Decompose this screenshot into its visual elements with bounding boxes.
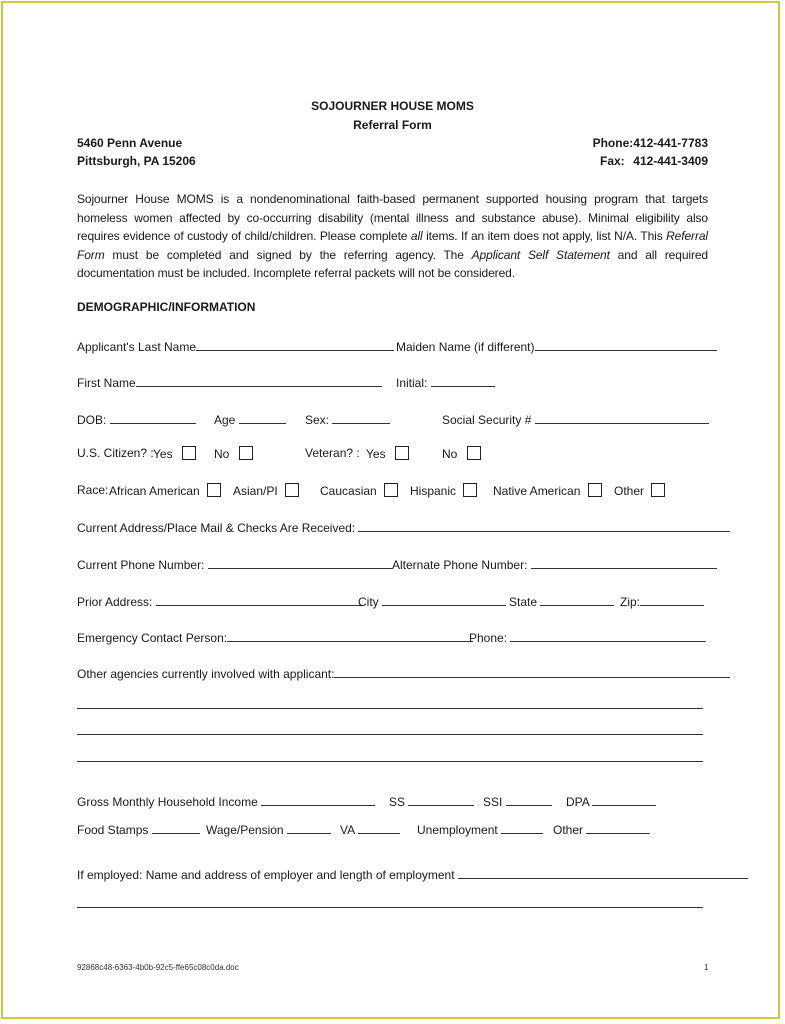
document-id: 92868c48-6363-4b0b-92c5-ffe65c08c0da.doc bbox=[77, 963, 239, 972]
fax-number: 412-441-3409 bbox=[633, 154, 708, 168]
food-stamps-label: Food Stamps bbox=[77, 823, 149, 837]
ssn-field[interactable] bbox=[442, 411, 709, 427]
ss-field[interactable] bbox=[389, 793, 474, 809]
gross-income-line[interactable] bbox=[261, 793, 375, 806]
intro-text-2: items. If an item does not apply, list N/A. This bbox=[422, 229, 667, 244]
employer-line[interactable] bbox=[458, 866, 748, 879]
ssi-field[interactable] bbox=[483, 793, 552, 809]
city-label: City bbox=[358, 595, 379, 609]
veteran-no[interactable] bbox=[442, 446, 481, 461]
last-name-line[interactable] bbox=[196, 338, 394, 351]
city-line[interactable] bbox=[382, 593, 506, 606]
food-stamps-field[interactable] bbox=[77, 821, 200, 837]
alternate-phone-label: Alternate Phone Number: bbox=[392, 558, 528, 572]
phone-number: Phone:412-441-7783 bbox=[592, 136, 708, 150]
ssn-line[interactable] bbox=[535, 411, 709, 424]
dpa-label: DPA bbox=[566, 795, 590, 809]
page-number: 1 bbox=[704, 963, 709, 972]
race-option-asian-pi[interactable] bbox=[233, 483, 299, 498]
race-option-other[interactable] bbox=[614, 483, 665, 498]
address-line2: Pittsburgh, PA 15206 bbox=[77, 154, 196, 168]
race-african-american-label: African American bbox=[109, 484, 200, 498]
veteran-yes-label: Yes bbox=[366, 447, 386, 461]
zip-field[interactable] bbox=[620, 593, 704, 609]
citizen-yes-checkbox[interactable] bbox=[182, 446, 196, 460]
citizen-no[interactable] bbox=[214, 446, 253, 461]
state-line[interactable] bbox=[540, 593, 614, 606]
state-label: State bbox=[509, 595, 538, 609]
race-native-american-label: Native American bbox=[493, 484, 581, 498]
other-agencies-blank-line-1[interactable] bbox=[77, 708, 703, 709]
other-agencies-label: Other agencies currently involved with applicant: bbox=[77, 667, 335, 681]
va-field[interactable] bbox=[340, 821, 400, 837]
zip-label: Zip: bbox=[620, 595, 641, 609]
race-label: Race: bbox=[77, 483, 109, 497]
race-asian-pi-checkbox[interactable] bbox=[285, 483, 299, 497]
race-option-caucasian[interactable] bbox=[320, 483, 398, 498]
emergency-contact-field[interactable] bbox=[77, 629, 473, 645]
last-name-label: Applicant's Last Name bbox=[77, 340, 197, 354]
sex-field[interactable] bbox=[305, 411, 390, 427]
race-other-label: Other bbox=[614, 484, 645, 498]
other-agencies-field[interactable] bbox=[77, 665, 730, 681]
veteran-label: Veteran? : bbox=[305, 446, 360, 460]
veteran-yes-checkbox[interactable] bbox=[395, 446, 409, 460]
va-line[interactable] bbox=[358, 821, 400, 834]
sex-label: Sex: bbox=[305, 413, 330, 427]
fax-label: Fax: bbox=[600, 154, 625, 168]
gross-income-field[interactable] bbox=[77, 793, 375, 809]
dob-field[interactable] bbox=[77, 411, 196, 427]
maiden-name-label: Maiden Name (if different) bbox=[396, 340, 535, 354]
emergency-phone-field[interactable] bbox=[469, 629, 706, 645]
prior-address-line[interactable] bbox=[156, 593, 362, 606]
veteran-no-checkbox[interactable] bbox=[467, 446, 481, 460]
intro-text-3: must be completed and signed by the referring agency. The bbox=[104, 247, 472, 262]
intro-applicant-statement: Applicant Self Statement bbox=[471, 247, 610, 262]
last-name-field[interactable] bbox=[77, 338, 394, 354]
current-address-line[interactable] bbox=[358, 519, 730, 532]
maiden-name-field[interactable] bbox=[396, 338, 717, 354]
intro-all: all bbox=[410, 229, 423, 244]
alternate-phone-line[interactable] bbox=[531, 556, 717, 569]
race-african-american-checkbox[interactable] bbox=[207, 483, 221, 497]
sex-line[interactable] bbox=[332, 411, 390, 424]
first-name-line[interactable] bbox=[136, 374, 382, 387]
race-option-hispanic[interactable] bbox=[410, 483, 477, 498]
dpa-line[interactable] bbox=[592, 793, 656, 806]
citizen-no-checkbox[interactable] bbox=[239, 446, 253, 460]
race-option-african-american[interactable] bbox=[109, 483, 221, 498]
other-income-field[interactable] bbox=[553, 821, 650, 837]
emergency-phone-line[interactable] bbox=[510, 629, 706, 642]
maiden-name-line[interactable] bbox=[535, 338, 717, 351]
current-address-field[interactable] bbox=[77, 519, 730, 535]
prior-address-field[interactable] bbox=[77, 593, 362, 609]
race-caucasian-label: Caucasian bbox=[320, 484, 377, 498]
ss-line[interactable] bbox=[408, 793, 474, 806]
wage-pension-field[interactable] bbox=[206, 821, 331, 837]
ssn-label: Social Security # bbox=[442, 413, 532, 427]
wage-pension-line[interactable] bbox=[287, 821, 331, 834]
wage-pension-label: Wage/Pension bbox=[206, 823, 284, 837]
citizen-yes[interactable] bbox=[153, 446, 196, 461]
zip-line[interactable] bbox=[640, 593, 704, 606]
prior-address-label: Prior Address: bbox=[77, 595, 153, 609]
employer-field[interactable] bbox=[77, 866, 748, 882]
unemployment-line[interactable] bbox=[501, 821, 543, 834]
alternate-phone-field[interactable] bbox=[392, 556, 717, 572]
other-income-label: Other bbox=[553, 823, 584, 837]
unemployment-label: Unemployment bbox=[417, 823, 498, 837]
employer-label: If employed: Name and address of employer and length of employment bbox=[77, 868, 455, 882]
address-line1: 5460 Penn Avenue bbox=[77, 136, 183, 150]
ssi-line[interactable] bbox=[506, 793, 552, 806]
initial-field[interactable] bbox=[396, 374, 495, 390]
first-name-label: First Name bbox=[77, 376, 136, 390]
dob-label: DOB: bbox=[77, 413, 107, 427]
race-other-checkbox[interactable] bbox=[651, 483, 665, 497]
race-option-native-american[interactable] bbox=[493, 483, 602, 498]
age-line[interactable] bbox=[239, 411, 286, 424]
age-field[interactable] bbox=[214, 411, 286, 427]
other-agencies-blank-line-2[interactable] bbox=[77, 734, 703, 735]
form-title: Referral Form bbox=[353, 118, 432, 132]
current-address-label: Current Address/Place Mail & Checks Are Received: bbox=[77, 521, 356, 535]
other-income-line[interactable] bbox=[586, 821, 650, 834]
employer-blank-line[interactable] bbox=[77, 907, 703, 908]
emergency-phone-label: Phone: bbox=[469, 631, 508, 645]
intro-text-4: and all required documentation must be included. Incomplete referral packets will not be considered. bbox=[77, 247, 708, 281]
first-name-field[interactable] bbox=[77, 374, 382, 390]
citizen-no-label: No bbox=[214, 447, 230, 461]
section-title: DEMOGRAPHIC/INFORMATION bbox=[77, 300, 256, 314]
dpa-field[interactable] bbox=[566, 793, 656, 809]
race-hispanic-label: Hispanic bbox=[410, 484, 457, 498]
veteran-yes[interactable] bbox=[366, 446, 409, 461]
race-hispanic-checkbox[interactable] bbox=[463, 483, 477, 497]
intro-paragraph bbox=[77, 190, 708, 283]
dob-line[interactable] bbox=[110, 411, 196, 424]
va-label: VA bbox=[340, 823, 355, 837]
other-agencies-blank-line-3[interactable] bbox=[77, 761, 703, 762]
race-asian-pi-label: Asian/PI bbox=[233, 484, 278, 498]
race-native-american-checkbox[interactable] bbox=[588, 483, 602, 497]
age-label: Age bbox=[214, 413, 236, 427]
food-stamps-line[interactable] bbox=[152, 821, 200, 834]
ssi-label: SSI bbox=[483, 795, 503, 809]
veteran-no-label: No bbox=[442, 447, 458, 461]
citizen-label: U.S. Citizen? : bbox=[77, 446, 154, 460]
other-agencies-line[interactable] bbox=[334, 665, 730, 678]
emergency-contact-line[interactable] bbox=[227, 629, 473, 642]
race-caucasian-checkbox[interactable] bbox=[384, 483, 398, 497]
current-phone-label: Current Phone Number: bbox=[77, 558, 205, 572]
gross-income-label: Gross Monthly Household Income bbox=[77, 795, 258, 809]
initial-label: Initial: bbox=[396, 376, 428, 390]
ss-label: SS bbox=[389, 795, 406, 809]
emergency-contact-label: Emergency Contact Person: bbox=[77, 631, 228, 645]
initial-line[interactable] bbox=[431, 374, 495, 387]
current-phone-field[interactable] bbox=[77, 556, 392, 572]
unemployment-field[interactable] bbox=[417, 821, 543, 837]
current-phone-line[interactable] bbox=[208, 556, 392, 569]
org-title: SOJOURNER HOUSE MOMS bbox=[311, 99, 474, 113]
intro-referral-form: Referral Form bbox=[77, 229, 708, 262]
state-field[interactable] bbox=[509, 593, 614, 609]
intro-text-1: Sojourner House MOMS is a nondenominational faith-based permanent supported housing program that targets homeless women affected by co-occurring disability (mental illness and substance abuse). Minimal eligibility also requires evidence of custody of child/children. Please complete bbox=[77, 192, 708, 244]
city-field[interactable] bbox=[358, 593, 506, 609]
citizen-yes-label: Yes bbox=[153, 447, 173, 461]
